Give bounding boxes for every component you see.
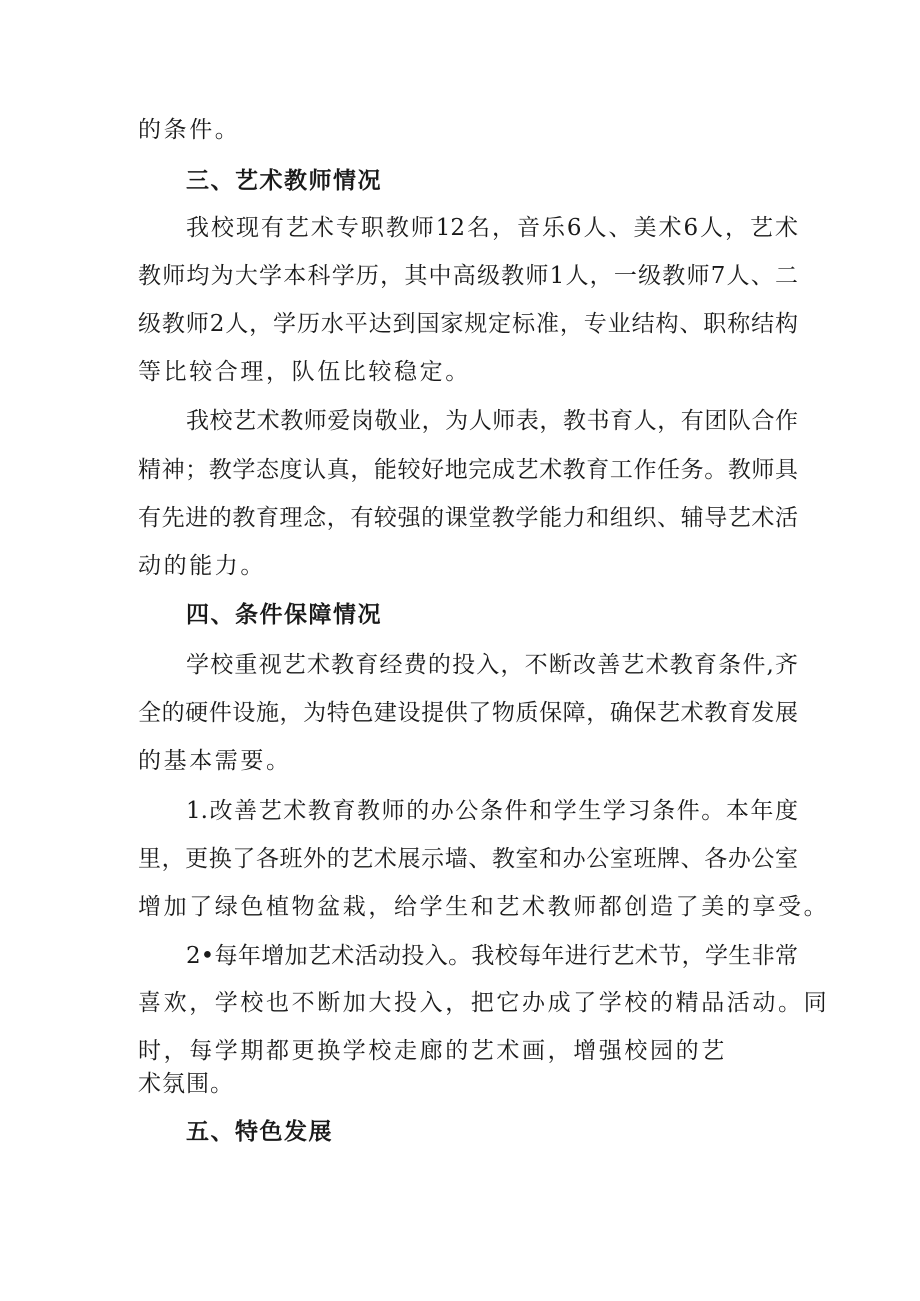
paragraph-line: 学校重视艺术教育经费的投入，不断改善艺术教育条件,齐 [186,652,798,678]
paragraph-line: 增加了绿色植物盆栽，给学生和艺术教师都创造了美的享受。 [138,894,830,920]
paragraph-line: 时，每学期都更换学校走廊的艺术画，增强校园的艺 [138,1038,727,1064]
paragraph-line: 喜欢，学校也不断加大投入，把它办成了学校的精品活动。同 [138,990,830,1016]
paragraph-line: 2•每年增加艺术活动投入。我校每年进行艺术节，学生非常 [186,943,798,969]
paragraph-line: 的条件。 [138,117,241,143]
paragraph-line: 等比较合理，队伍比较稳定。 [138,359,471,385]
section-heading-4: 四、条件保障情况 [186,602,382,628]
paragraph-line: 我校艺术教师爱岗敬业，为人师表，教书育人，有团队合作 [186,408,798,434]
paragraph-line: 动的能力。 [138,553,266,579]
paragraph-line: 有先进的教育理念，有较强的课堂教学能力和组织、辅导艺术活 [138,505,798,531]
section-heading-5: 五、特色发展 [186,1119,333,1145]
paragraph-line: 术氛围。 [138,1071,234,1097]
paragraph-line: 级教师2人，学历水平达到国家规定标准，专业结构、职称结构 [138,311,798,337]
paragraph-line: 精神；教学态度认真，能较好地完成艺术教育工作任务。教师具 [138,457,798,483]
paragraph-line: 1.改善艺术教育教师的办公条件和学生学习条件。本年度 [186,798,798,824]
paragraph-line: 的基本需要。 [138,748,292,774]
paragraph-line: 教师均为大学本科学历，其中高级教师1人，一级教师7人、二 [138,263,798,289]
section-heading-3: 三、艺术教师情况 [186,168,382,194]
paragraph-line: 全的硬件设施，为特色建设提供了物质保障，确保艺术教育发展 [138,700,798,726]
paragraph-line: 我校现有艺术专职教师12名，音乐6人、美术6人，艺术 [186,215,798,241]
paragraph-line: 里，更换了各班外的艺术展示墙、教室和办公室班牌、各办公室 [138,846,798,872]
